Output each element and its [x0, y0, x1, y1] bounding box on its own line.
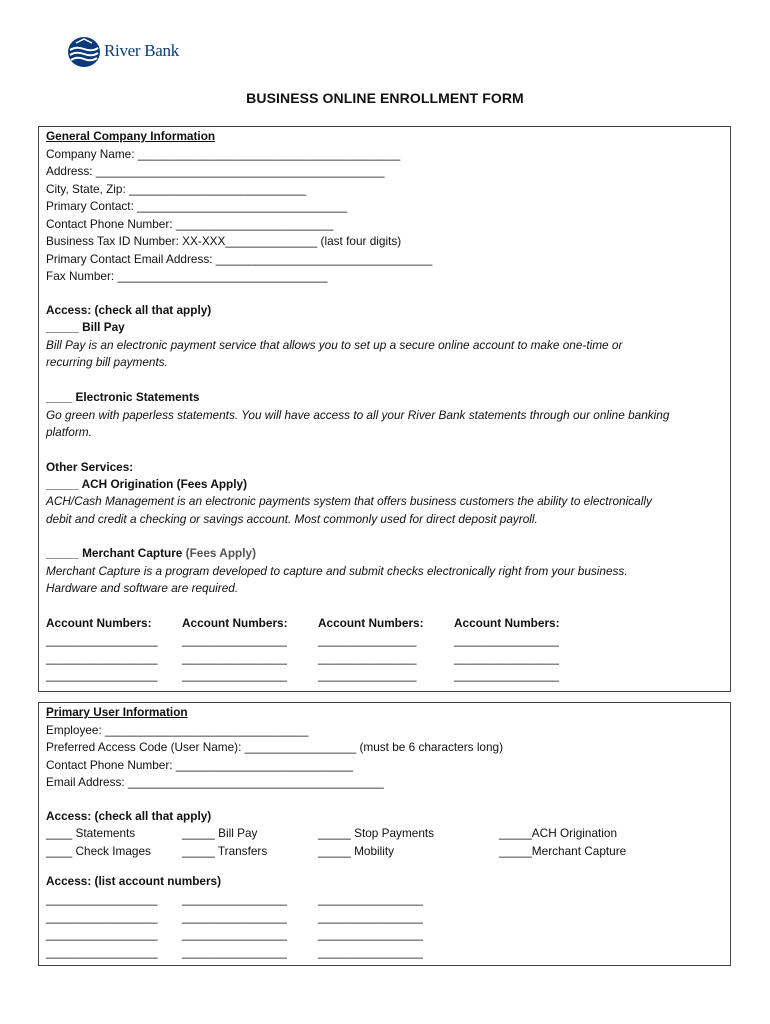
- account-number-blank[interactable]: ________________: [454, 651, 559, 665]
- primary-user-heading: Primary User Information: [46, 705, 188, 719]
- address-field[interactable]: Address: ____________________________________________: [46, 164, 385, 178]
- check-images-option[interactable]: ____ Check Images: [46, 844, 151, 858]
- primary-user-section: [38, 702, 731, 966]
- user-account-blank[interactable]: _________________: [46, 892, 158, 906]
- user-account-blank[interactable]: ________________: [318, 927, 423, 941]
- user-ach-option[interactable]: _____ACH Origination: [499, 826, 618, 840]
- merchant-label: _____ Merchant Capture: [46, 546, 183, 560]
- account-number-blank[interactable]: _________________: [46, 633, 158, 647]
- account-number-blank[interactable]: ________________: [182, 668, 287, 682]
- company-section: [38, 126, 731, 692]
- employee-field[interactable]: Employee: _______________________________: [46, 723, 309, 737]
- user-account-blank[interactable]: ________________: [318, 945, 423, 959]
- merchant-fees: (Fees Apply): [182, 546, 257, 560]
- estatements-description-cont: platform.: [46, 425, 92, 439]
- account-number-blank[interactable]: _________________: [46, 668, 158, 682]
- contact-phone-field[interactable]: Contact Phone Number: ________________________: [46, 217, 334, 231]
- user-merchant-option[interactable]: _____Merchant Capture: [499, 844, 627, 858]
- ach-option[interactable]: _____ ACH Origination (Fees Apply): [46, 477, 248, 491]
- user-email-field[interactable]: Email Address: _______________________________________: [46, 775, 384, 789]
- other-services-heading: Other Services:: [46, 460, 134, 474]
- brand-name: River Bank: [104, 41, 179, 60]
- billpay-option[interactable]: _____ Bill Pay: [46, 320, 125, 334]
- account-number-blank[interactable]: ________________: [182, 633, 287, 647]
- account-number-blank[interactable]: ________________: [454, 633, 559, 647]
- mobility-option[interactable]: _____ Mobility: [318, 844, 395, 858]
- estatements-option[interactable]: ____ Electronic Statements: [46, 390, 200, 404]
- company-heading: General Company Information: [46, 129, 216, 143]
- river-bank-emblem-icon: [66, 34, 102, 70]
- ach-description-cont: debit and credit a checking or savings account. Most commonly used for direct deposit payroll.: [46, 512, 538, 526]
- merchant-description: Merchant Capture is a program developed to capture and submit checks electronically right from your business.: [46, 564, 628, 578]
- list-accounts-heading: Access: (list account numbers): [46, 874, 222, 888]
- account-number-blank[interactable]: ________________: [454, 668, 559, 682]
- user-access-heading: Access: (check all that apply): [46, 809, 212, 823]
- account-numbers-header: Account Numbers:: [182, 616, 288, 630]
- city-state-zip-field[interactable]: City, State, Zip: ___________________________: [46, 182, 307, 196]
- account-number-blank[interactable]: _________________: [46, 651, 158, 665]
- account-numbers-header: Account Numbers:: [454, 616, 560, 630]
- account-numbers-header: Account Numbers:: [318, 616, 424, 630]
- estatements-description: Go green with paperless statements. You will have access to all your River Bank statements through our online banking: [46, 408, 670, 422]
- company-name-field[interactable]: Company Name: ________________________________________: [46, 147, 401, 161]
- user-account-blank[interactable]: _________________: [46, 945, 158, 959]
- user-billpay-option[interactable]: _____ Bill Pay: [182, 826, 258, 840]
- primary-contact-field[interactable]: Primary Contact: ________________________________: [46, 199, 348, 213]
- access-code-field[interactable]: Preferred Access Code (User Name): _________________ (must be 6 characters long): [46, 740, 504, 754]
- user-account-blank[interactable]: ________________: [182, 945, 287, 959]
- river-bank-logo: [66, 34, 179, 72]
- billpay-description-cont: recurring bill payments.: [46, 355, 168, 369]
- account-numbers-header: Account Numbers:: [46, 616, 152, 630]
- account-number-blank[interactable]: _______________: [318, 633, 417, 647]
- user-account-blank[interactable]: ________________: [318, 910, 423, 924]
- billpay-description: Bill Pay is an electronic payment service that allows you to set up a secure online account to make one-time or: [46, 338, 623, 352]
- fax-number-field[interactable]: Fax Number: ________________________________: [46, 269, 328, 283]
- user-account-blank[interactable]: ________________: [182, 927, 287, 941]
- tax-id-field[interactable]: Business Tax ID Number: XX-XXX______________ (last four digits): [46, 234, 402, 248]
- merchant-description-cont: Hardware and software are required.: [46, 581, 239, 595]
- user-account-blank[interactable]: _________________: [46, 927, 158, 941]
- contact-email-field[interactable]: Primary Contact Email Address: _________________________________: [46, 252, 433, 266]
- stop-payments-option[interactable]: _____ Stop Payments: [318, 826, 435, 840]
- form-title: BUSINESS ONLINE ENROLLMENT FORM: [246, 90, 524, 106]
- account-number-blank[interactable]: _______________: [318, 651, 417, 665]
- user-account-blank[interactable]: _________________: [46, 910, 158, 924]
- user-account-blank[interactable]: ________________: [182, 892, 287, 906]
- ach-description: ACH/Cash Management is an electronic payments system that offers business customers the ability to electronically: [46, 494, 652, 508]
- user-account-blank[interactable]: ________________: [318, 892, 423, 906]
- account-number-blank[interactable]: _______________: [318, 668, 417, 682]
- transfers-option[interactable]: _____ Transfers: [182, 844, 268, 858]
- user-phone-field[interactable]: Contact Phone Number: ___________________________: [46, 758, 353, 772]
- access-heading: Access: (check all that apply): [46, 303, 212, 317]
- account-number-blank[interactable]: ________________: [182, 651, 287, 665]
- user-account-blank[interactable]: ________________: [182, 910, 287, 924]
- merchant-option[interactable]: [46, 545, 256, 561]
- statements-option[interactable]: ____ Statements: [46, 826, 136, 840]
